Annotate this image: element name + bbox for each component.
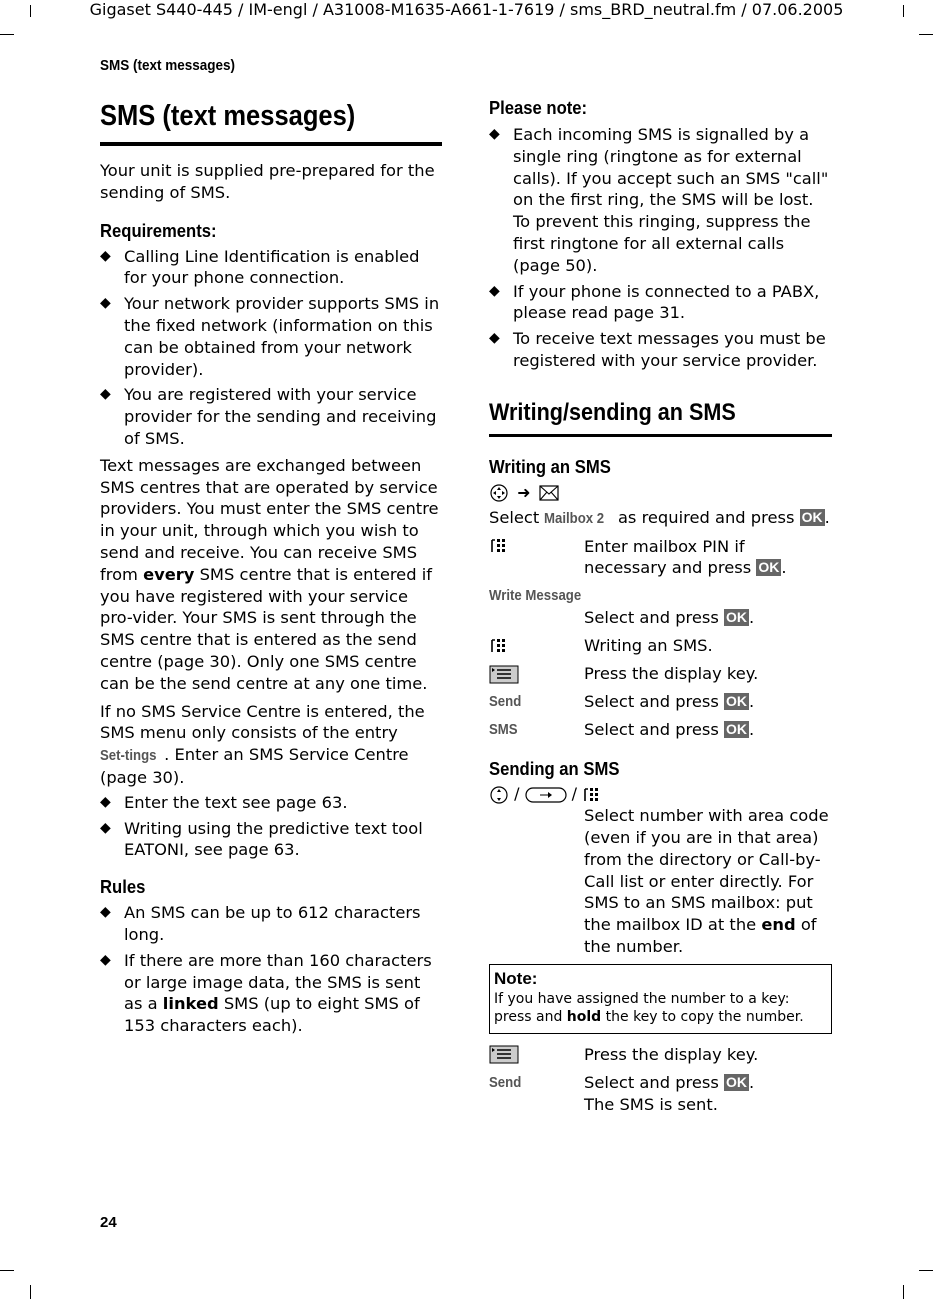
control-key-icon bbox=[489, 785, 509, 805]
step-row: Press the display key. bbox=[489, 663, 832, 685]
menu-path bbox=[489, 481, 832, 505]
left-column bbox=[100, 96, 442, 1037]
select-mailbox-text: Select Mailbox 2 as required and press OK . bbox=[489, 507, 830, 527]
envelope-icon bbox=[539, 485, 559, 501]
bullet-icon: ◆ bbox=[100, 386, 111, 403]
bullet-icon: ◆ bbox=[489, 330, 500, 347]
step-row: Press the display key. bbox=[489, 1044, 832, 1066]
file-header: Gigaset S440-445 / IM-engl / A31008-M1635-A661-1-7619 / sms_BRD_neutral.fm / 07.06.2005 bbox=[89, 0, 844, 19]
list-item: ◆ Calling Line Identification is enabled for your phone connection. bbox=[100, 246, 420, 288]
list-item: ◆ An SMS can be up to 612 characters long. bbox=[100, 903, 421, 944]
note-heading: Note: bbox=[494, 968, 538, 988]
control-key-right-icon bbox=[525, 786, 567, 804]
list-item: ◆ If there are more than 160 characters or large image data, the SMS is sent as a linked SMS (up to eight SMS of 153 characters each). bbox=[100, 950, 432, 1036]
step-row: Send Select and press OK . The SMS is sent. bbox=[489, 1072, 755, 1114]
ok-key: OK bbox=[726, 609, 748, 626]
list-item: ◆ If your phone is connected to a PABX, please read page 31. bbox=[489, 281, 820, 323]
right-column bbox=[489, 96, 832, 1115]
crop-mark bbox=[919, 34, 933, 35]
bullet-icon: ◆ bbox=[100, 951, 111, 968]
list-item: ◆ You are registered with your service provider for the sending and receiving of SMS. bbox=[100, 385, 437, 448]
note-box bbox=[489, 964, 832, 1034]
list-item: ◆ Writing using the predictive text tool EATONI, see page 63. bbox=[100, 818, 423, 860]
display-key-icon bbox=[489, 1044, 519, 1064]
intro-text: Your unit is supplied pre-prepared for the sending of SMS. bbox=[100, 161, 435, 202]
step-row: Writing an SMS. bbox=[489, 635, 832, 657]
step-row: SMS Select and press OK . bbox=[489, 720, 755, 740]
sending-keys bbox=[489, 783, 832, 805]
keypad-icon bbox=[489, 636, 509, 656]
bullet-icon: ◆ bbox=[489, 282, 500, 299]
requirements-heading: Requirements: bbox=[100, 219, 217, 241]
rules-heading: Rules bbox=[100, 876, 146, 898]
crop-mark bbox=[919, 1270, 933, 1271]
bullet-icon: ◆ bbox=[100, 295, 111, 312]
please-note-heading: Please note: bbox=[489, 97, 588, 118]
writing-heading: Writing an SMS bbox=[489, 455, 611, 477]
crop-mark bbox=[0, 1270, 14, 1271]
section-title: Writing/sending an SMS bbox=[489, 396, 832, 437]
sending-heading: Sending an SMS bbox=[489, 758, 620, 780]
separator: / bbox=[571, 784, 578, 804]
bullet-icon: ◆ bbox=[100, 904, 111, 921]
ok-key: OK bbox=[726, 721, 748, 738]
sms-centre-paragraph: Text messages are exchanged between SMS centres that are operated by service providers. You must enter the SMS centre in your unit, through which you wish to send and receive. You can receive SMS from every SMS centre that is entered if you have registered with your service pro-vider. Your SMS is sent through the SMS centre that is entered as the send centre (page 30). Only one SMS centre can be the send centre at any one time. bbox=[100, 455, 439, 693]
step-row: Select number with area code (even if you are in that area) from the directory or Call-by-Call list or enter directly. For SMS to an SMS mailbox: put the mailbox ID at the end of the number. bbox=[584, 806, 829, 956]
page-number: 24 bbox=[100, 1214, 117, 1231]
control-key-icon bbox=[489, 483, 509, 503]
list-item: ◆ Enter the text see page 63. bbox=[100, 792, 348, 812]
bullet-icon: ◆ bbox=[100, 819, 111, 836]
crop-mark bbox=[903, 1285, 904, 1299]
list-item: ◆ To receive text messages you must be registered with your service provider. bbox=[489, 329, 826, 370]
step-row: Send Select and press OK . bbox=[489, 692, 755, 712]
note-text: If you have assigned the number to a key: press and hold the key to copy the number. bbox=[494, 990, 804, 1025]
ok-key: OK bbox=[801, 508, 823, 525]
running-head: SMS (text messages) bbox=[100, 57, 236, 74]
crop-mark bbox=[0, 34, 14, 35]
list-item: ◆ Your network provider supports SMS in the fixed network (information on this can be obtained from your network provider). bbox=[100, 294, 440, 379]
bullet-icon: ◆ bbox=[100, 247, 111, 264]
keypad-icon bbox=[582, 785, 602, 805]
bullet-icon: ◆ bbox=[489, 126, 500, 142]
crop-mark bbox=[30, 1285, 31, 1299]
ok-key: OK bbox=[758, 559, 780, 576]
bullet-icon: ◆ bbox=[100, 793, 111, 810]
keypad-icon bbox=[489, 536, 509, 556]
arrow: ➜ bbox=[517, 482, 531, 502]
page-title: SMS (text messages) bbox=[100, 96, 442, 146]
display-key-icon bbox=[489, 664, 519, 684]
list-item: ◆ Each incoming SMS is signalled by a single ring (ringtone as for external calls). If you accept such an SMS "call" on the first ring, the SMS will be lost. To prevent this ringing, suppress the first ringtone for all external calls (page 50). bbox=[489, 125, 829, 275]
ok-key: OK bbox=[726, 693, 748, 710]
no-centre-paragraph: If no SMS Service Centre is entered, the SMS menu only consists of the entry Set-tings . Enter an SMS Service Centre (page 30). bbox=[100, 701, 425, 787]
separator: / bbox=[514, 784, 520, 804]
ok-key: OK bbox=[726, 1073, 748, 1090]
step-row: Select and press OK . bbox=[584, 608, 755, 628]
step-label: Write Message bbox=[489, 587, 582, 605]
step-row: Enter mailbox PIN if necessary and press OK . bbox=[489, 536, 832, 580]
